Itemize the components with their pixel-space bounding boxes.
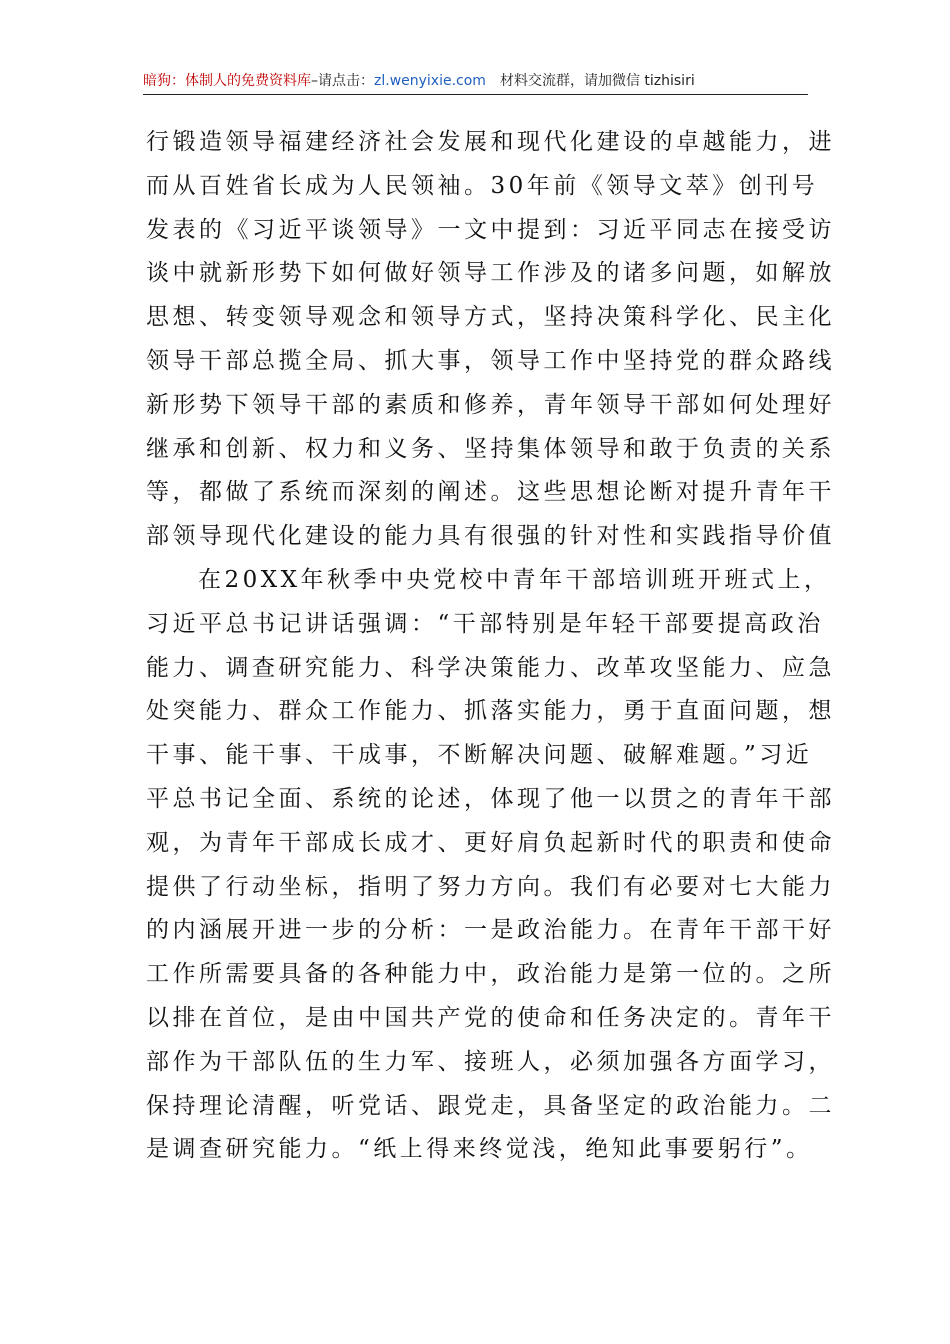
- text-line: 以排在首位，是由中国共产党的使命和任务决定的。青年干: [146, 1004, 835, 1031]
- document-body: [146, 121, 835, 1172]
- text-line: 工作所需要具备的各种能力中，政治能力是第一位的。之所: [146, 961, 835, 988]
- header-separator: –请点击：: [311, 73, 374, 89]
- header-link[interactable]: zl.wenyixie.com: [374, 73, 486, 89]
- text-line: 平总书记全面、系统的论述，体现了他一以贯之的青年干部: [146, 785, 835, 812]
- text-line: 保持理论清醒，听党话、跟党走，具备坚定的政治能力。二: [146, 1092, 835, 1119]
- text-line: 新形势下领导干部的素质和修养，青年领导干部如何处理好: [146, 391, 835, 418]
- header-brand: 暗狗：体制人的免费资料库: [143, 73, 311, 89]
- text-line: 等，都做了系统而深刻的阐述。这些思想论断对提升青年干: [146, 479, 835, 506]
- paragraph-first-line: 在20XX年秋季中央党校中青年干部培训班开班式上，: [198, 566, 831, 593]
- text-line: 谈中就新形势下如何做好领导工作涉及的诸多问题，如解放: [146, 260, 835, 287]
- text-line: 处突能力、群众工作能力、抓落实能力，勇于直面问题，想: [146, 698, 835, 725]
- text-line: 是调查研究能力。“纸上得来终觉浅，绝知此事要躬行”。: [146, 1136, 813, 1163]
- text-line: 领导干部总揽全局、抓大事，领导工作中坚持党的群众路线: [146, 347, 835, 374]
- text-line: 发表的《习近平谈领导》一文中提到：习近平同志在接受访: [146, 216, 835, 243]
- text-line: 习近平总书记讲话强调：“干部特别是年轻干部要提高政治: [146, 610, 824, 637]
- text-line: 的内涵展开进一步的分析：一是政治能力。在青年干部干好: [146, 917, 835, 944]
- header-contact: 材料交流群，请加微信 tizhisiri: [499, 73, 695, 89]
- text-line: 行锻造领导福建经济社会发展和现代化建设的卓越能力，进: [146, 129, 835, 155]
- text-line: 而从百姓省长成为人民领袖。30年前《领导文萃》创刊号: [146, 172, 819, 199]
- text-line: 观，为青年干部成长成才、更好肩负起新时代的职责和使命: [146, 829, 835, 856]
- text-line: 继承和创新、权力和义务、坚持集体领导和敢于负责的关系: [146, 435, 835, 462]
- text-line: 思想、转变领导观念和领导方式，坚持决策科学化、民主化: [146, 304, 835, 331]
- text-line: 干事、能干事、干成事，不断解决问题、破解难题。”习近: [146, 742, 813, 769]
- text-line: 部领导现代化建设的能力具有很强的针对性和实践指导价值: [146, 523, 835, 550]
- text-line: 部作为干部队伍的生力军、接班人，必须加强各方面学习，: [146, 1048, 835, 1075]
- text-line: 提供了行动坐标，指明了努力方向。我们有必要对七大能力: [146, 873, 835, 900]
- text-line: 能力、调查研究能力、科学决策能力、改革攻坚能力、应急: [146, 654, 835, 681]
- page-header: [143, 70, 808, 95]
